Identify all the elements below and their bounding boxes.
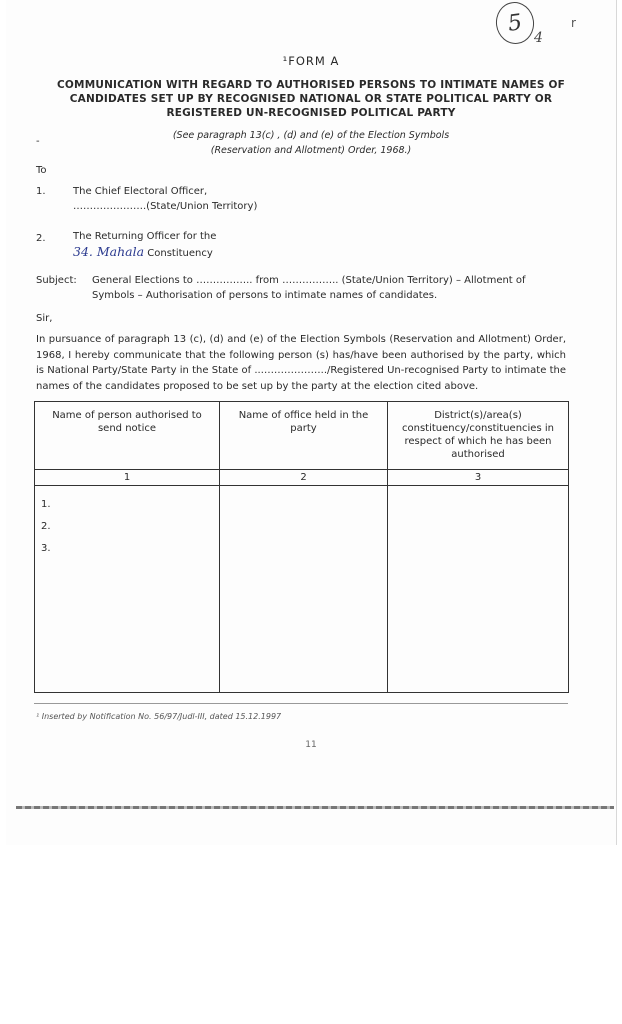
- table-row-number: 1.: [41, 499, 51, 510]
- table-header-cell: District(s)/area(s) constituency/constituencies in respect of which he has been authorised: [388, 402, 569, 470]
- margin-dash: -: [36, 136, 40, 147]
- form-title: ¹FORM A: [282, 54, 340, 68]
- handwritten-scribble: 4: [534, 30, 543, 46]
- form-heading: COMMUNICATION WITH REGARD TO AUTHORISED PERSONS TO INTIMATE NAMES OF CANDIDATES SET UP BY RECOGNISED NATIONAL OR STATE POLITICAL PARTY OR REGISTERED UN-RECOGNISED POLITICAL PARTY: [57, 79, 565, 119]
- subject-label: Subject:: [36, 275, 77, 286]
- subnote-line-2: (Reservation and Allotment) Order, 1968.): [210, 145, 412, 156]
- footnote: ¹ Inserted by Notification No. 56/97/Judl-III, dated 15.12.1997: [36, 712, 282, 721]
- salutation: Sir,: [36, 313, 53, 324]
- form-subnote: [106, 128, 516, 158]
- subject-text: General Elections to …………….. from …………….. (State/Union Territory) – Allotment of Symbols – Authorisation of persons to intimate names of candidates.: [92, 275, 526, 301]
- column-number: 2: [220, 470, 388, 486]
- table-column-number-row: [35, 470, 569, 486]
- table-cell-offices: [220, 486, 388, 693]
- subnote-line-1: (See paragraph 13(c) , (d) and (e) of the Election Symbols: [172, 130, 450, 141]
- body-paragraph: In pursuance of paragraph 13 (c), (d) and (e) of the Election Symbols (Reservation and Allotment) Order, 1968, I hereby communicate that the following person (s) has/have been authorised by the party, which is National Party/State Party in the State of ..………………../Registered Un-recognised Party to intimate the names of the candidates proposed to be set up by the party at the election cited above.: [36, 334, 566, 392]
- table-header-row: [35, 402, 569, 470]
- table-row-number: 3.: [41, 543, 51, 554]
- handwritten-scribble-2: r: [571, 16, 576, 30]
- address-item-2: [73, 229, 216, 261]
- table-body-row: [35, 486, 569, 693]
- to-label: To: [36, 165, 47, 176]
- constituency-label: Constituency: [147, 248, 213, 259]
- column-number: 1: [35, 470, 220, 486]
- page-number: 11: [305, 740, 317, 750]
- table-cell-names: [35, 486, 220, 693]
- address-item-2-line-2: [73, 244, 216, 261]
- address-item-2-number: 2.: [36, 233, 46, 244]
- address-item-1-number: 1.: [36, 186, 46, 197]
- address-item-1-line-2: ………………….(State/Union Territory): [73, 201, 258, 212]
- column-number: 3: [388, 470, 569, 486]
- address-item-1-line-1: The Chief Electoral Officer,: [73, 186, 208, 197]
- document-page: [6, 0, 617, 845]
- table-header-cell: Name of person authorised to send notice: [35, 402, 220, 470]
- handwritten-constituency: 34. Mahala: [73, 244, 145, 259]
- handwritten-page-mark: 5: [493, 0, 536, 46]
- table-cell-districts: [388, 486, 569, 693]
- footnote-separator: [34, 703, 568, 704]
- address-item-1: [73, 184, 257, 214]
- table-header-cell: Name of office held in the party: [220, 402, 388, 470]
- authorisation-table: [34, 401, 569, 693]
- page-edge-shadow: [16, 806, 614, 809]
- table-row-number: 2.: [41, 521, 51, 532]
- address-item-2-line-1: The Returning Officer for the: [73, 231, 217, 242]
